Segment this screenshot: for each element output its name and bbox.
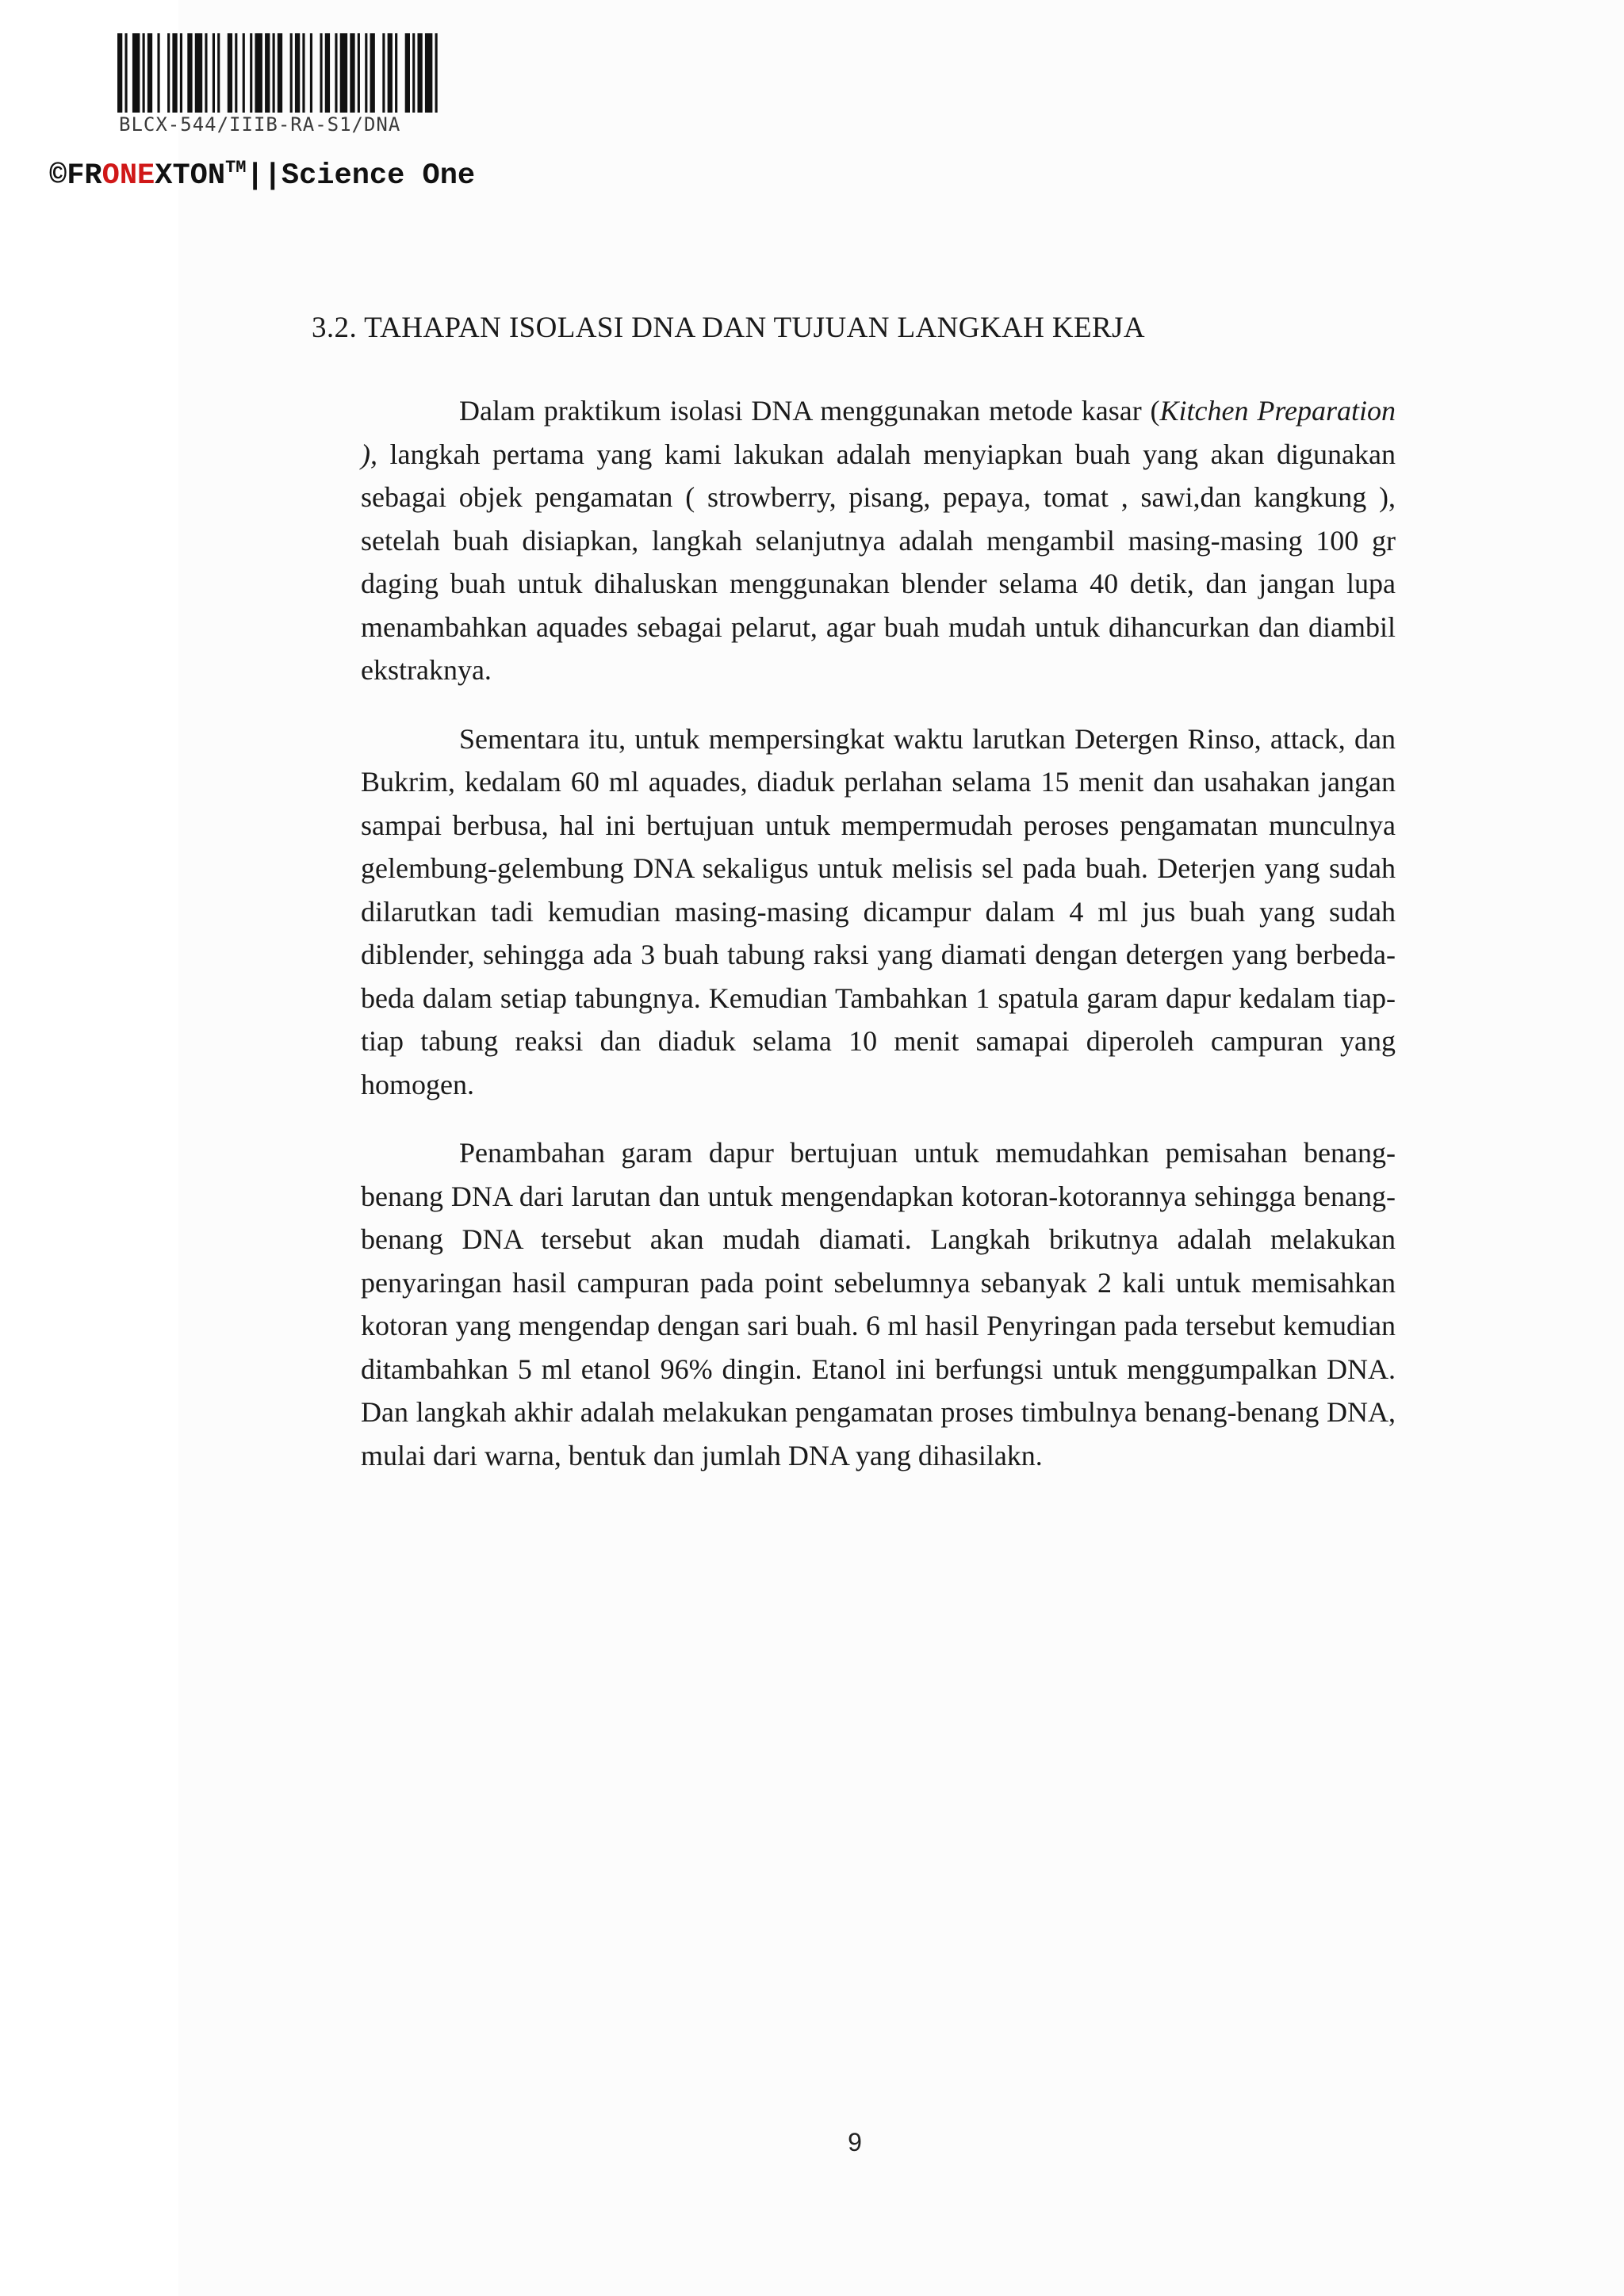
brand-highlight: ONE xyxy=(102,159,155,193)
brand-trademark: TM xyxy=(225,158,247,178)
brand-prefix: ©FR xyxy=(49,159,102,193)
barcode xyxy=(117,33,442,113)
section-heading: 3.2. TAHAPAN ISOLASI DNA DAN TUJUAN LANGKAH KERJA xyxy=(312,312,1145,344)
paragraph-1-rest: langkah pertama yang kami lakukan adalah menyiapkan buah yang akan digunakan sebagai objek pengamatan ( strowberry, pisang, pepaya, tomat , sawi,dan kangkung ), setelah buah disiapkan, langkah selanjutnya adalah mengambil masing-masing 100 gr daging buah untuk dihaluskan menggunakan blender selama 40 detik, dan jangan lupa menambahkan aquades sebagai pelarut, agar buah mudah untuk dihancurkan dan diambil ekstraknya. xyxy=(361,438,1396,686)
barcode-id: BLCX-544/IIIB-RA-S1/DNA xyxy=(119,113,401,136)
brand-tagline: ||Science One xyxy=(246,159,476,193)
brand-suffix: XTON xyxy=(155,159,226,193)
page-number: 9 xyxy=(848,2128,862,2156)
paragraph-1-italic: Kitchen Preparation ), xyxy=(361,395,1396,470)
paragraph-2: Sementara itu, untuk mempersingkat waktu larutkan Detergen Rinso, attack, dan Bukrim, kedalam 60 ml aquades, diaduk perlahan selama 15 menit dan usahakan jangan sampai berbusa, hal ini bertujuan untuk mempermudah peroses pengamatan munculnya gelembung-gelembung DNA sekaligus untuk melisis sel pada buah. Deterjen yang sudah dilarutkan tadi kemudian masing-masing dicampur dalam 4 ml jus buah yang sudah diblender, sehingga ada 3 buah tabung raksi yang diamati dengan detergen yang berbeda-beda dalam setiap tabungnya. Kemudian Tambahkan 1 spatula garam dapur kedalam tiap-tiap tabung reaksi dan diaduk selama 10 menit samapai diperoleh campuran yang homogen. xyxy=(361,722,1396,1100)
paragraph-1 xyxy=(361,389,1396,692)
brand-line xyxy=(49,158,475,193)
body-text xyxy=(361,389,1396,1502)
paragraph-3: Penambahan garam dapur bertujuan untuk memudahkan pemisahan benang-benang DNA dari larutan dan untuk mengendapkan kotoran-kotorannya sehingga benang-benang DNA tersebut akan mudah diamati. Langkah brikutnya adalah melakukan penyaringan hasil campuran pada point sebelumnya sebanyak 2 kali untuk memisahkan kotoran yang mengendap dengan sari buah. 6 ml hasil Penyringan pada tersebut kemudian ditambahkan 5 ml etanol 96% dingin. Etanol ini berfungsi untuk menggumpalkan DNA. Dan langkah akhir adalah melakukan pengamatan proses timbulnya benang-benang DNA, mulai dari warna, bentuk dan jumlah DNA yang dihasilakn. xyxy=(361,1137,1396,1471)
paragraph-1-intro: Dalam praktikum isolasi DNA menggunakan metode kasar ( xyxy=(459,395,1160,427)
